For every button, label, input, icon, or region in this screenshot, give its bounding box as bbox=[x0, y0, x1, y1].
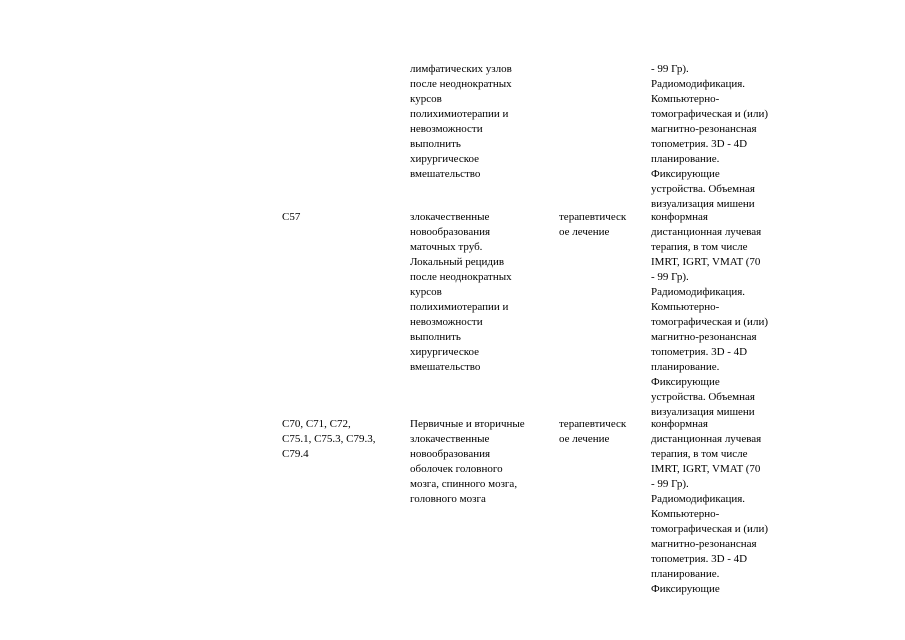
text-line: головного мозга bbox=[410, 493, 486, 505]
text-line: ое лечение bbox=[559, 433, 610, 445]
text-line: планирование. bbox=[651, 153, 720, 165]
text-line: Фиксирующие bbox=[651, 376, 720, 388]
text-line: ое лечение bbox=[559, 226, 610, 238]
text-line: полихимиотерапии и bbox=[410, 108, 509, 120]
text-line: терапевтическ bbox=[559, 418, 627, 430]
text-line: IMRT, IGRT, VMAT (70 bbox=[651, 463, 761, 475]
text-line: магнитно-резонансная bbox=[651, 331, 757, 343]
text-line: топометрия. 3D - 4D bbox=[651, 553, 748, 565]
icd-code: C70, C71, C72, bbox=[282, 418, 351, 430]
text-line: курсов bbox=[410, 286, 442, 298]
text-line: после неоднократных bbox=[410, 271, 512, 283]
row3-diagnosis bbox=[410, 417, 525, 507]
text-line: магнитно-резонансная bbox=[651, 538, 757, 550]
row1-method bbox=[651, 62, 768, 212]
text-line: дистанционная лучевая bbox=[651, 433, 762, 445]
row2-code bbox=[282, 210, 300, 225]
text-line: IMRT, IGRT, VMAT (70 bbox=[651, 256, 761, 268]
text-line: топометрия. 3D - 4D bbox=[651, 138, 748, 150]
row1-diagnosis bbox=[410, 62, 512, 182]
text-line: - 99 Гр). bbox=[651, 478, 689, 490]
text-line: Компьютерно- bbox=[651, 508, 720, 520]
text-line: Первичные и вторичные bbox=[410, 418, 525, 430]
text-line: выполнить bbox=[410, 138, 461, 150]
text-line: невозможности bbox=[410, 316, 483, 328]
text-line: курсов bbox=[410, 93, 442, 105]
row2-treatment-type bbox=[559, 210, 626, 240]
row2-diagnosis bbox=[410, 210, 512, 375]
text-line: терапия, в том числе bbox=[651, 241, 748, 253]
text-line: вмешательство bbox=[410, 361, 481, 373]
text-line: Компьютерно- bbox=[651, 301, 720, 313]
text-line: невозможности bbox=[410, 123, 483, 135]
text-line: конформная bbox=[651, 418, 708, 430]
icd-code: C75.1, C75.3, C79.3, bbox=[282, 433, 376, 445]
text-line: дистанционная лучевая bbox=[651, 226, 762, 238]
text-line: Радиомодификация. bbox=[651, 493, 746, 505]
row2-method bbox=[651, 210, 768, 420]
text-line: Локальный рецидив bbox=[410, 256, 505, 268]
icd-code: C57 bbox=[282, 211, 301, 223]
text-line: томографическая и (или) bbox=[651, 523, 768, 535]
icd-code: C79.4 bbox=[282, 448, 309, 460]
text-line: устройства. Объемная bbox=[651, 183, 755, 195]
text-line: томографическая и (или) bbox=[651, 108, 768, 120]
text-line: после неоднократных bbox=[410, 78, 512, 90]
text-line: визуализация мишени bbox=[651, 198, 755, 210]
text-line: визуализация мишени bbox=[651, 406, 755, 418]
text-line: маточных труб. bbox=[410, 241, 483, 253]
text-line: лимфатических узлов bbox=[410, 63, 512, 75]
row3-treatment-type bbox=[559, 417, 626, 447]
text-line: новообразования bbox=[410, 448, 491, 460]
text-line: выполнить bbox=[410, 331, 461, 343]
text-line: вмешательство bbox=[410, 168, 481, 180]
text-line: злокачественные bbox=[410, 211, 490, 223]
text-line: Радиомодификация. bbox=[651, 78, 746, 90]
text-line: мозга, спинного мозга, bbox=[410, 478, 518, 490]
row3-method bbox=[651, 417, 768, 597]
text-line: хирургическое bbox=[410, 346, 480, 358]
text-line: полихимиотерапии и bbox=[410, 301, 509, 313]
text-line: оболочек головного bbox=[410, 463, 503, 475]
text-line: томографическая и (или) bbox=[651, 316, 768, 328]
text-line: устройства. Объемная bbox=[651, 391, 755, 403]
text-line: Радиомодификация. bbox=[651, 286, 746, 298]
text-line: Фиксирующие bbox=[651, 168, 720, 180]
text-line: терапевтическ bbox=[559, 211, 627, 223]
text-line: планирование. bbox=[651, 361, 720, 373]
text-line: - 99 Гр). bbox=[651, 63, 689, 75]
text-line: планирование. bbox=[651, 568, 720, 580]
text-line: хирургическое bbox=[410, 153, 480, 165]
text-line: терапия, в том числе bbox=[651, 448, 748, 460]
row3-code bbox=[282, 417, 376, 462]
text-line: Фиксирующие bbox=[651, 583, 720, 595]
text-line: - 99 Гр). bbox=[651, 271, 689, 283]
text-line: Компьютерно- bbox=[651, 93, 720, 105]
text-line: конформная bbox=[651, 211, 708, 223]
text-line: новообразования bbox=[410, 226, 491, 238]
text-line: топометрия. 3D - 4D bbox=[651, 346, 748, 358]
text-line: магнитно-резонансная bbox=[651, 123, 757, 135]
text-line: злокачественные bbox=[410, 433, 490, 445]
